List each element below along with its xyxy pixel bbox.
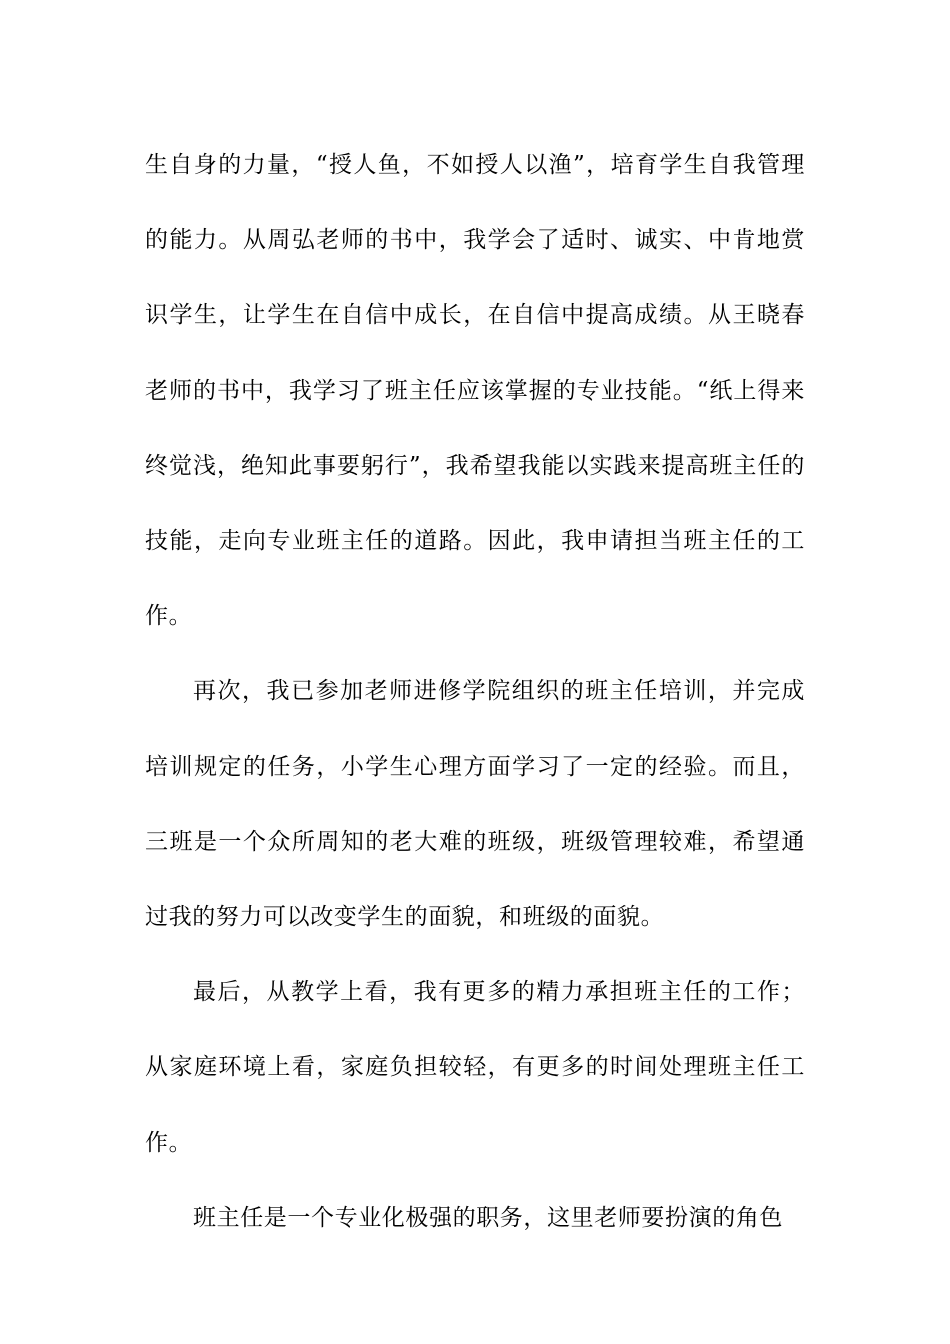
paragraph-2: 再次，我已参加老师进修学院组织的班主任培训，并完成培训规定的任务，小学生心理方面学习了一定的经验。而且，三班是一个众所周知的老大难的班级，班级管理较难，希望通过我的努力可以改变学生的面貌，和班级的面貌。 bbox=[145, 678, 805, 931]
paragraph-4: 班主任是一个专业化极强的职务，这里老师要扮演的角色 bbox=[193, 1204, 783, 1231]
document-body bbox=[145, 128, 805, 1256]
paragraph-1: 生自身的力量，“授人鱼，不如授人以渔”，培育学生自我管理的能力。从周弘老师的书中，我学会了适时、诚实、中肯地赏识学生，让学生在自信中成长，在自信中提高成绩。从王晓春老师的书中，我学习了班主任应该掌握的专业技能。“纸上得来终觉浅，绝知此事要躬行”，我希望我能以实践来提高班主任的技能，走向专业班主任的道路。因此，我申请担当班主任的工作。 bbox=[145, 152, 805, 630]
paragraph-3: 最后，从教学上看，我有更多的精力承担班主任的工作；从家庭环境上看，家庭负担较轻，有更多的时间处理班主任工作。 bbox=[145, 979, 805, 1156]
